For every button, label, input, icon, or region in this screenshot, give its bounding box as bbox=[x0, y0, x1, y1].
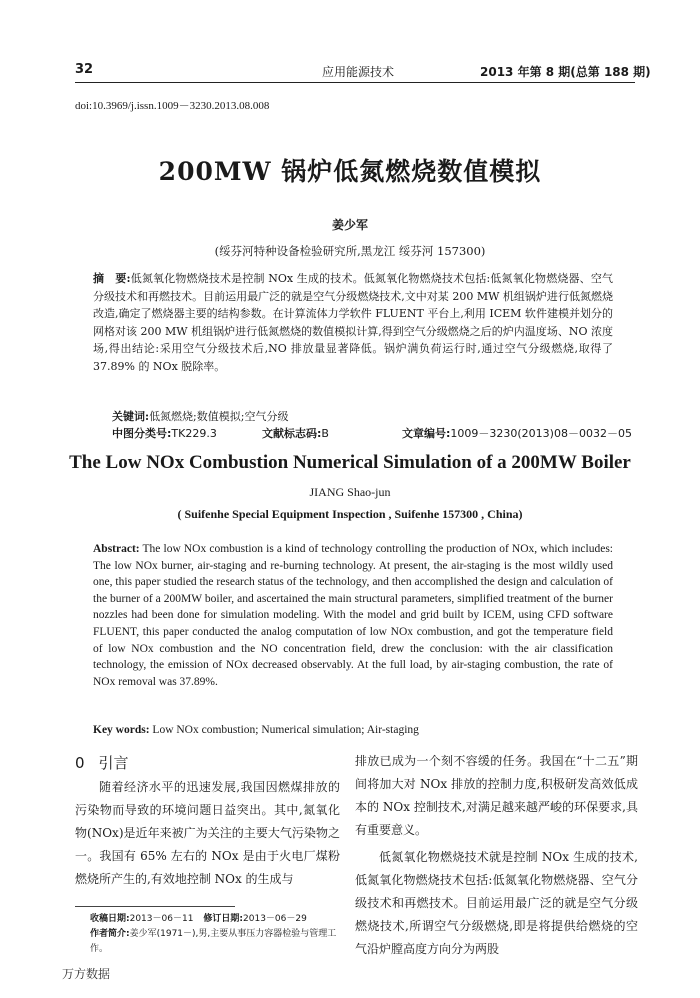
section-number: 0 bbox=[75, 754, 85, 772]
abstract-en-label: Abstract: bbox=[93, 543, 140, 555]
received-date: 2013－06－11 bbox=[129, 914, 194, 924]
doc-code-label: 文献标志码: bbox=[262, 427, 322, 440]
abstract-cn-label: 摘 要: bbox=[93, 272, 131, 285]
body-left-paragraph: 随着经济水平的迅速发展,我国因燃煤排放的污染物而导致的环境问题日益突出。其中,氮氧化物(NOx)是近年来被广为关注的主要大气污染物之一。我国有 65% 左右的 NOx 是由于火电厂煤粉燃烧所产生的,有效地控制 NOx 的生成与 bbox=[75, 780, 340, 886]
clc-code: TK229.3 bbox=[171, 427, 217, 440]
affiliation-en: ( Suifenhe Special Equipment Inspection , Suifenhe 157300 , China) bbox=[177, 507, 523, 521]
body-right-column bbox=[355, 750, 638, 961]
author-cn: 姜少军 bbox=[331, 218, 368, 232]
doc-code: B bbox=[321, 427, 329, 440]
section-heading bbox=[75, 752, 129, 773]
watermark: 万方数据 bbox=[62, 967, 111, 981]
journal-name: 应用能源技术 bbox=[322, 65, 395, 79]
doi: doi:10.3969/j.issn.1009－3230.2013.08.008 bbox=[75, 100, 270, 112]
abstract-en bbox=[93, 541, 613, 690]
affiliation-cn: (绥芬河特种设备检验研究所,黑龙江 绥芬河 157300) bbox=[214, 244, 486, 258]
body-left-column bbox=[75, 776, 340, 891]
header-rule bbox=[75, 82, 635, 83]
abstract-cn-text: 低氮氧化物燃烧技术是控制 NOx 生成的技术。低氮氧化物燃烧技术包括:低氮氧化物燃烧器、空气分级技术和再燃技术。目前运用最广泛的就是空气分级燃烧技术,文中对某 200 MW 机组锅炉进行低氮燃烧改造,确定了燃烧器主要的结构参数。在计算流体力学软件 FLUENT 平台上,利用 ICEM 软件建模并划分的网格对该 200 MW 机组锅炉进行低氮燃烧的数值模拟计算,得到空气分级燃烧之后的炉内温度场、NO 浓度场,得出结论:采用空气分级技术后,NO 排放量显著降低。锅炉满负荷运行时,通过空气分级燃烧,取得了 37.89% 的 NOx 脱除率。 bbox=[93, 272, 613, 373]
article-no: 1009－3230(2013)08－0032－05 bbox=[450, 427, 632, 440]
revised-date: 2013－06－29 bbox=[243, 914, 307, 924]
classification-line bbox=[112, 425, 632, 441]
revised-label: 修订日期: bbox=[203, 914, 244, 924]
keywords-en bbox=[93, 724, 419, 736]
footnote bbox=[90, 912, 340, 957]
footnote-rule bbox=[75, 906, 235, 907]
article-no-label: 文章编号: bbox=[402, 427, 451, 440]
title-en: The Low NOx Combustion Numerical Simulation of a 200MW Boiler bbox=[69, 452, 631, 473]
issue-info: 2013 年第 8 期(总第 188 期) bbox=[480, 65, 651, 79]
body-right-paragraph-1: 排放已成为一个刻不容缓的任务。我国在“十二五”期间将加大对 NOx 排放的控制力度,积极研发高效低成本的 NOx 控制技术,对满足越来越严峻的环保要求,具有重要意义。 bbox=[355, 754, 638, 837]
author-en: JIANG Shao-jun bbox=[309, 485, 391, 499]
bio-label: 作者简介: bbox=[90, 929, 130, 939]
received-label: 收稿日期: bbox=[90, 914, 130, 924]
abstract-cn bbox=[93, 270, 613, 375]
footnote-bio bbox=[90, 927, 340, 957]
abstract-en-text: The low NOx combustion is a kind of technology controlling the production of NOx, which includes: The low NOx burner, air-staging and re-burning technology. At present, the air-staging is the most wildly used one, this paper studied the research status of the technology, and then accomplished the design and calculation of the burner of a 200MW boiler, and ascertained the main structural parameters, simplified treatment of the burner nozzles had been done for simulation modeling. With the model and grid built by ICEM, using CFD software FLUENT, this paper conducted the analog computation of low NOx combustion, and got the temperature field of low NOx combustion and the NO concentration field, drew the conclusion: with the air classification technology, the emission of NOx decreased observably. At the full load, by air-staging combustion, the rate of NOx removal was 37.89%. bbox=[93, 543, 613, 688]
clc-label: 中图分类号: bbox=[112, 427, 172, 440]
page-number: 32 bbox=[75, 62, 94, 77]
title-cn: 200MW 锅炉低氮燃烧数值模拟 bbox=[158, 157, 542, 186]
keywords-cn-label: 关键词: bbox=[112, 410, 150, 423]
body-right-paragraph-2: 低氮氧化物燃烧技术就是控制 NOx 生成的技术,低氮氧化物燃烧技术包括:低氮氧化物燃烧器、空气分级技术和再燃技术。目前运用最广泛的就是空气分级燃烧技术,所谓空气分级燃烧,即是将提供给燃烧的空气沿炉膛高度方向分为两股 bbox=[355, 850, 638, 956]
footnote-dates bbox=[90, 912, 340, 927]
section-title: 引言 bbox=[98, 754, 129, 772]
bio-text: 姜少军(1971－),男,主要从事压力容器检验与管理工作。 bbox=[90, 929, 337, 954]
keywords-cn-text: 低氮燃烧;数值模拟;空气分级 bbox=[149, 410, 289, 423]
keywords-cn bbox=[112, 408, 288, 424]
keywords-en-text: Low NOx combustion; Numerical simulation; Air-staging bbox=[152, 724, 419, 736]
keywords-en-label: Key words: bbox=[93, 724, 150, 736]
